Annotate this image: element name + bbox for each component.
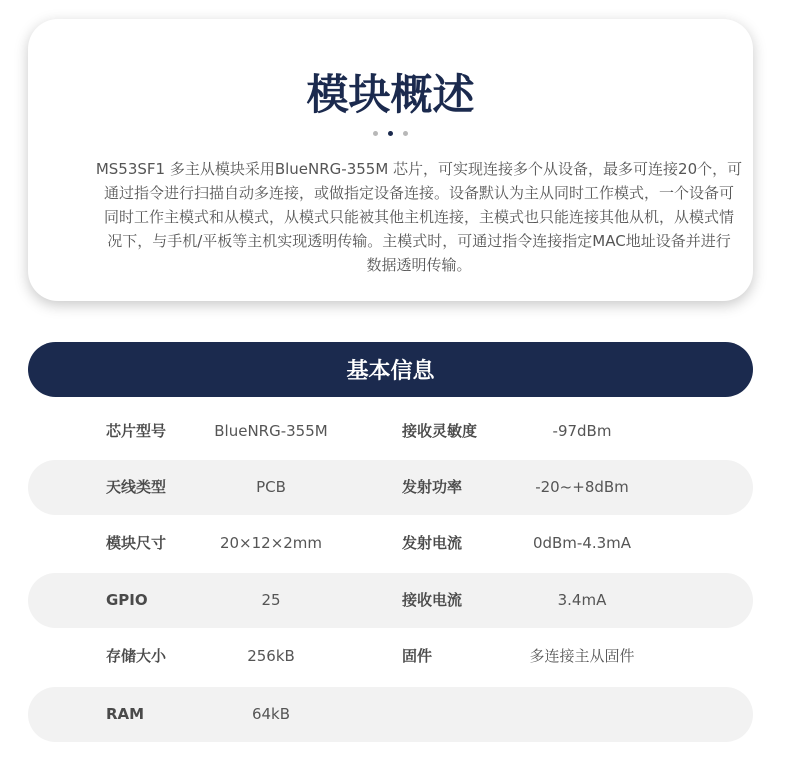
spec-row xyxy=(28,516,753,571)
carousel-dots xyxy=(28,131,753,139)
carousel-dot-active[interactable] xyxy=(388,131,393,136)
carousel-dot[interactable] xyxy=(403,131,408,136)
overview-card xyxy=(28,19,753,301)
spec-value: BlueNRG-355M xyxy=(214,422,328,440)
overview-title: 模块概述 xyxy=(306,70,475,119)
spec-value: -20~+8dBm xyxy=(535,478,629,496)
spec-row xyxy=(28,687,753,742)
spec-value: 20×12×2mm xyxy=(219,534,323,552)
spec-value: PCB xyxy=(256,478,286,496)
spec-value: 多连接主从固件 xyxy=(529,647,635,665)
spec-label: 天线类型 xyxy=(106,478,167,496)
spec-row xyxy=(28,460,753,515)
spec-value xyxy=(508,687,656,742)
spec-label: 芯片型号 xyxy=(106,422,167,440)
spec-label: 存储大小 xyxy=(106,647,167,665)
spec-label: 发射电流 xyxy=(402,534,463,552)
spec-value: 3.4mA xyxy=(557,591,607,609)
spec-label: 发射功率 xyxy=(402,478,463,496)
spec-value: 64kB xyxy=(251,705,291,723)
overview-text: MS53SF1 多主从模块采用BlueNRG-355M 芯片，可实现连接多个从设备，最多可连接20个，可 通过指令进行扫描自动多连接，或做指定设备连接。设备默认为主从同时工作模式，一个设备可 同时工作主模式和从模式，从模式只能被其他主机连接，主模式也只能连接其他从机，从模式情 况下，与手机/平板等主机实现透明传输。主模式时，可通过指令连接指定MAC地址设备并进行 数据透明传输。 xyxy=(95,160,743,274)
spec-row xyxy=(28,629,753,684)
spec-label: 固件 xyxy=(402,647,433,665)
spec-label: RAM xyxy=(106,705,145,723)
spec-label: 接收电流 xyxy=(402,591,463,609)
spec-value: 256kB xyxy=(247,647,295,665)
spec-row xyxy=(28,404,753,459)
spec-row xyxy=(28,573,753,628)
spec-label: 模块尺寸 xyxy=(106,534,167,552)
basic-info-title: 基本信息 xyxy=(346,359,435,384)
spec-value: -97dBm xyxy=(552,422,612,440)
basic-info-banner xyxy=(28,342,753,397)
spec-label: GPIO xyxy=(106,591,148,609)
carousel-dot[interactable] xyxy=(373,131,378,136)
spec-label: 接收灵敏度 xyxy=(402,422,478,440)
spec-value: 25 xyxy=(261,591,281,609)
spec-value: 0dBm-4.3mA xyxy=(532,534,632,552)
